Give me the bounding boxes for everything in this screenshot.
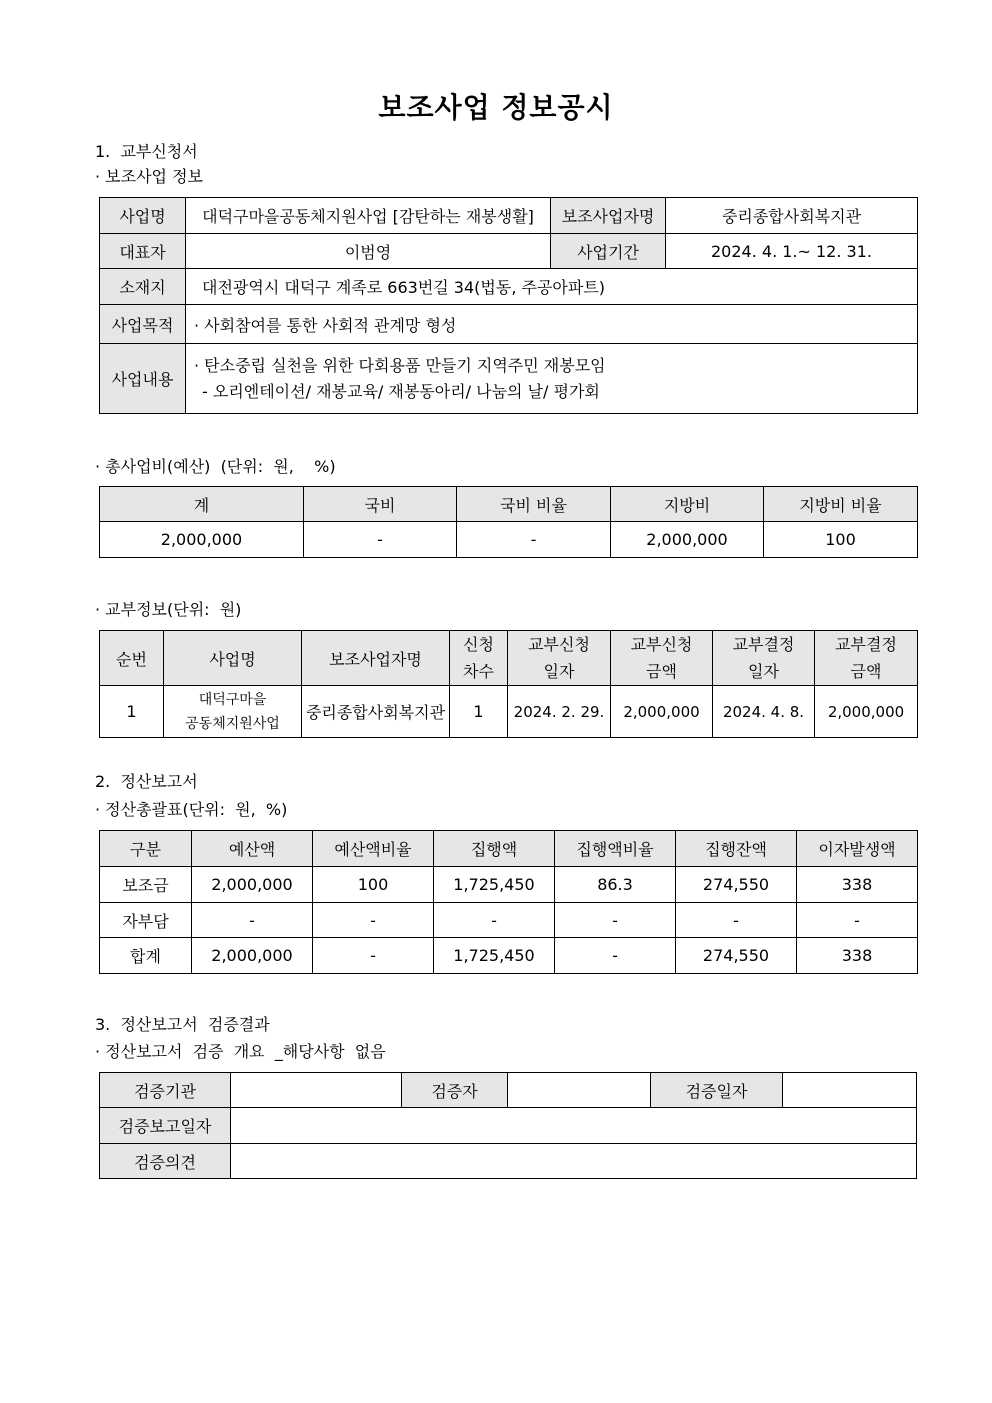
budget-local-ratio-value: 100 [764,522,918,558]
summary-cell: 274,550 [676,867,797,903]
settlement-summary-table [99,830,918,974]
summary-cell: - [192,903,313,938]
verification-org-label: 검증기관 [100,1073,231,1108]
purpose-label: 사업목적 [100,305,186,344]
summary-cell: 보조금 [100,867,192,903]
content-label: 사업내용 [100,344,186,414]
budget-table [99,486,918,558]
verification-report-date-label: 검증보고일자 [100,1108,231,1144]
budget-header-national-ratio: 국비 비율 [457,487,611,522]
verification-date-label: 검증일자 [651,1073,783,1108]
grant-no: 1 [100,686,164,738]
summary-cell: 100 [313,867,434,903]
section-1-heading: 1. 교부신청서 [95,142,198,161]
purpose-value: · 사회참여를 통한 사회적 관계망 형성 [186,305,918,344]
location-value: 대전광역시 대덕구 계족로 663번길 34(법동, 주공아파트) [186,269,918,305]
project-name-label: 사업명 [100,198,186,234]
summary-cell: 2,000,000 [192,867,313,903]
summary-header-balance: 집행잔액 [676,831,797,867]
summary-cell: - [676,903,797,938]
summary-cell: - [555,938,676,974]
section-3-heading: 3. 정산보고서 검증결과 [95,1015,270,1034]
budget-national-value: - [304,522,457,558]
summary-header-executed: 집행액 [434,831,555,867]
grant-header-round: 신청 차수 [450,631,508,686]
content-line-2: - 오리엔테이션/ 재봉교육/ 재봉동아리/ 나눔의 날/ 평가회 [202,381,600,401]
summary-cell: 자부담 [100,903,192,938]
summary-cell: - [434,903,555,938]
grant-row [100,686,918,738]
page-title: 보조사업 정보공시 [378,91,614,124]
verification-opinion-label: 검증의견 [100,1144,231,1179]
verifier-value [508,1073,651,1108]
summary-header-executed-ratio: 집행액비율 [555,831,676,867]
verification-org-value [231,1073,402,1108]
budget-heading: · 총사업비(예산) (단위: 원, %) [95,457,336,476]
project-name-value: 대덕구마을공동체지원사업 [감탄하는 재봉생활] [186,198,551,234]
summary-cell: 합계 [100,938,192,974]
grant-table [99,630,918,738]
grant-header-apply-amount: 교부신청 금액 [611,631,713,686]
summary-cell: - [555,903,676,938]
grant-header-name: 사업명 [164,631,302,686]
verification-date-value [783,1073,917,1108]
project-info-table [99,197,918,414]
grant-header-decide-date: 교부결정 일자 [713,631,815,686]
grant-decide-date: 2024. 4. 8. [713,686,815,738]
summary-header-budget-ratio: 예산액비율 [313,831,434,867]
summary-cell: - [797,903,918,938]
settlement-summary-heading: · 정산총괄표(단위: 원, %) [95,800,288,819]
budget-header-local-ratio: 지방비 비율 [764,487,918,522]
verification-report-date-value [231,1108,917,1144]
grant-round: 1 [450,686,508,738]
budget-local-value: 2,000,000 [611,522,764,558]
grant-operator: 중리종합사회복지관 [302,686,450,738]
period-label: 사업기간 [551,234,666,269]
operator-label: 보조사업자명 [551,198,666,234]
summary-cell: 86.3 [555,867,676,903]
grant-heading: · 교부정보(단위: 원) [95,600,242,619]
summary-cell: 1,725,450 [434,938,555,974]
summary-cell: 338 [797,867,918,903]
budget-header-national: 국비 [304,487,457,522]
budget-header-total: 계 [100,487,304,522]
grant-apply-amount: 2,000,000 [611,686,713,738]
grant-header-operator: 보조사업자명 [302,631,450,686]
representative-label: 대표자 [100,234,186,269]
content-value [186,344,918,414]
table-row [100,867,918,903]
section-2-heading: 2. 정산보고서 [95,772,198,791]
grant-header-decide-amount: 교부결정 금액 [815,631,918,686]
operator-value: 중리종합사회복지관 [666,198,918,234]
grant-decide-amount: 2,000,000 [815,686,918,738]
verification-opinion-value [231,1144,917,1179]
grant-project-name: 대덕구마을 공동체지원사업 [164,686,302,738]
summary-cell: - [313,938,434,974]
summary-cell: 2,000,000 [192,938,313,974]
summary-header-interest: 이자발생액 [797,831,918,867]
verifier-label: 검증자 [402,1073,508,1108]
summary-cell: 1,725,450 [434,867,555,903]
period-value: 2024. 4. 1.~ 12. 31. [666,234,918,269]
summary-cell: 274,550 [676,938,797,974]
verification-table [99,1072,917,1179]
budget-header-local: 지방비 [611,487,764,522]
budget-national-ratio-value: - [457,522,611,558]
summary-cell: 338 [797,938,918,974]
project-info-heading: · 보조사업 정보 [95,167,203,186]
representative-value: 이범영 [186,234,551,269]
verification-overview: · 정산보고서 검증 개요 _해당사항 없음 [95,1042,386,1061]
summary-cell: - [313,903,434,938]
table-row [100,903,918,938]
table-row [100,938,918,974]
grant-apply-date: 2024. 2. 29. [508,686,611,738]
grant-header-no: 순번 [100,631,164,686]
summary-header-budget: 예산액 [192,831,313,867]
summary-header-category: 구분 [100,831,192,867]
content-line-1: · 탄소중립 실천을 위한 다회용품 만들기 지역주민 재봉모임 [194,355,606,375]
location-label: 소재지 [100,269,186,305]
budget-total-value: 2,000,000 [100,522,304,558]
grant-header-apply-date: 교부신청 일자 [508,631,611,686]
